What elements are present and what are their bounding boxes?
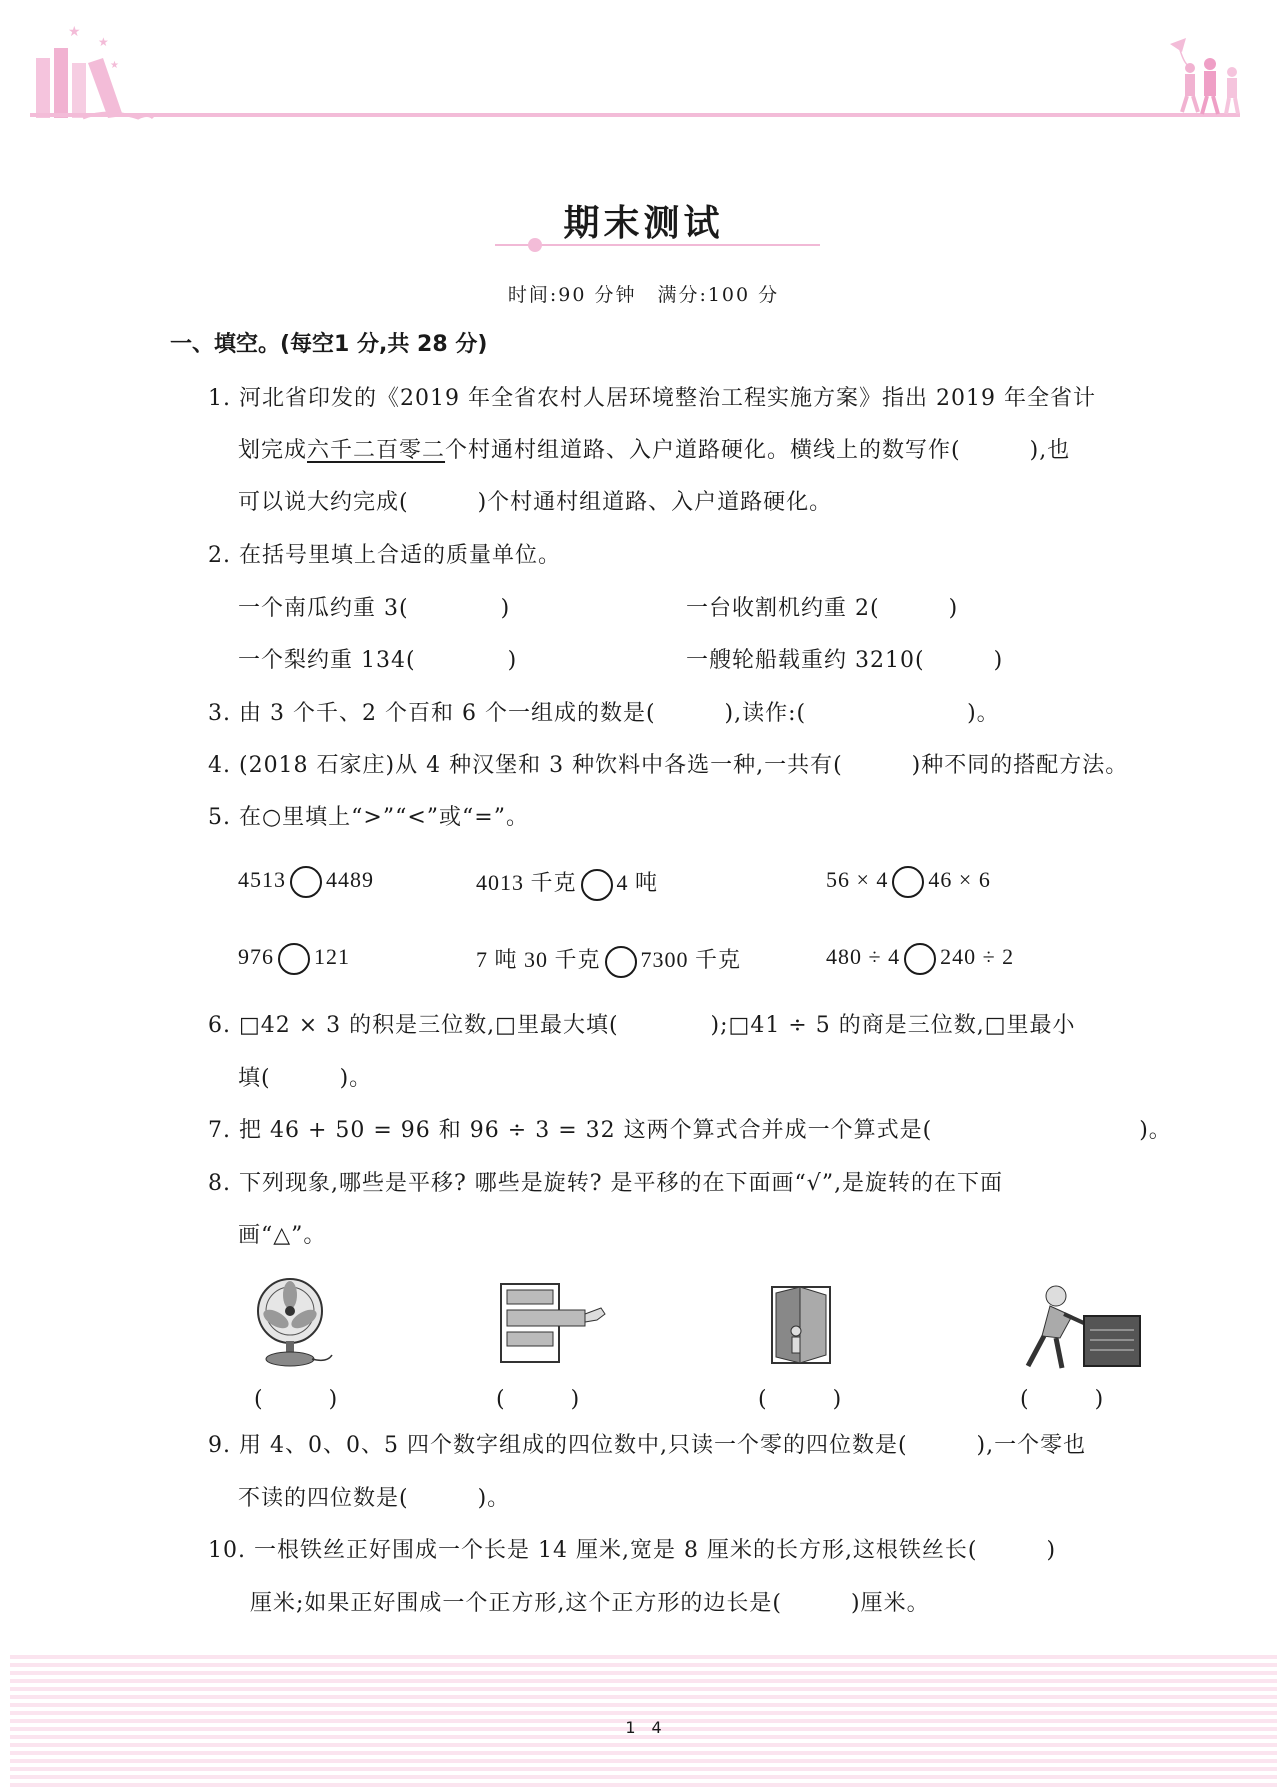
header-decoration-left — [28, 18, 158, 128]
compare-item — [826, 943, 1014, 975]
compare-right: 46 × 6 — [928, 867, 991, 893]
q2-item-a: 一个南瓜约重 3( ) — [238, 596, 511, 621]
q8-line1: 8. 下列现象,哪些是平移? 哪些是旋转? 是平移的在下面画“√”,是旋转的在下面 — [208, 1171, 1004, 1196]
answer-circle[interactable] — [290, 866, 322, 898]
compare-left: 4013 千克 — [476, 870, 577, 895]
q4: 4. (2018 石家庄)从 4 种汉堡和 3 种饮料中各选一种,一共有( )种不同的搭配方法。 — [208, 753, 1129, 778]
title-underline — [495, 244, 820, 246]
pushing-box-icon — [998, 1280, 1146, 1380]
q2-item-c: 一个梨约重 134( ) — [238, 648, 518, 673]
header-line — [30, 113, 1240, 117]
compare-right: 4489 — [326, 867, 374, 893]
exam-info: 时间:90 分钟 满分:100 分 — [507, 284, 780, 306]
answer-paren[interactable]: ( ) — [254, 1387, 338, 1412]
answer-circle[interactable] — [605, 946, 637, 978]
title-dot — [528, 238, 542, 252]
revolving-door-icon — [766, 1283, 836, 1371]
drawer-icon — [497, 1280, 609, 1370]
q10-line1: 10. 一根铁丝正好围成一个长是 14 厘米,宽是 8 厘米的长方形,这根铁丝长( ) — [208, 1538, 1057, 1563]
compare-right: 121 — [314, 944, 350, 970]
q5-stem: 5. 在○里填上“>”“<”或“=”。 — [208, 805, 529, 830]
q1-line2-a: 划完成 — [238, 438, 308, 463]
answer-paren[interactable]: ( ) — [496, 1387, 580, 1412]
q6-line1: 6. □42 × 3 的积是三位数,□里最大填( );□41 ÷ 5 的商是三位数,□里最小 — [208, 1013, 1076, 1038]
q9-line2: 不读的四位数是( )。 — [238, 1486, 511, 1511]
q1-line3: 可以说大约完成( )个村通村组道路、入户道路硬化。 — [238, 490, 833, 515]
q2-item-d: 一艘轮船载重约 3210( ) — [686, 648, 1004, 673]
compare-item — [826, 866, 991, 898]
section-heading: 一、填空。(每空1 分,共 28 分) — [170, 332, 488, 357]
q3: 3. 由 3 个千、2 个百和 6 个一组成的数是( ),读作:( )。 — [208, 701, 1000, 726]
q1-line2 — [238, 433, 1070, 464]
books-stars-icon — [28, 18, 158, 128]
q1-line2-b: 个村通村组道路、入户道路硬化。横线上的数写作( ),也 — [445, 438, 1071, 463]
compare-item — [238, 866, 374, 898]
q2-stem: 2. 在括号里填上合适的质量单位。 — [208, 543, 561, 568]
q10-line2: 厘米;如果正好围成一个正方形,这个正方形的边长是( )厘米。 — [250, 1591, 930, 1616]
q8-line2: 画“△”。 — [238, 1223, 327, 1248]
q2-item-b: 一台收割机约重 2( ) — [686, 596, 959, 621]
answer-circle[interactable] — [581, 869, 613, 901]
compare-right: 7300 千克 — [640, 947, 742, 972]
compare-item — [238, 943, 350, 975]
compare-left: 976 — [238, 944, 274, 970]
svg-text:★: ★ — [68, 24, 81, 40]
q9-line1: 9. 用 4、0、0、5 四个数字组成的四位数中,只读一个零的四位数是( ),一个零也 — [208, 1433, 1087, 1458]
answer-circle[interactable] — [904, 943, 936, 975]
electric-fan-icon — [252, 1275, 338, 1374]
compare-item — [476, 943, 741, 978]
compare-left: 56 × 4 — [826, 867, 889, 893]
page-title: 期末测试 — [563, 202, 724, 244]
compare-right: 4 吨 — [616, 870, 659, 895]
q7: 7. 把 46 + 50 = 96 和 96 ÷ 3 = 32 这两个算式合并成一个算式是( )。 — [208, 1118, 1172, 1143]
compare-item — [476, 866, 658, 901]
compare-left: 7 吨 30 千克 — [476, 947, 601, 972]
compare-left: 4513 — [238, 867, 286, 893]
kite-children-icon — [1150, 36, 1250, 116]
q1-line1: 1. 河北省印发的《2019 年全省农村人居环境整治工程实施方案》指出 2019 年全省计 — [208, 386, 1096, 411]
q1-underlined-number: 六千二百零二 — [307, 438, 446, 463]
svg-text:★: ★ — [98, 35, 109, 49]
page-number: 1 4 — [625, 1718, 662, 1737]
compare-left: 480 ÷ 4 — [826, 944, 901, 970]
header-decoration-right — [1150, 36, 1250, 116]
answer-paren[interactable]: ( ) — [1020, 1387, 1104, 1412]
answer-circle[interactable] — [892, 866, 924, 898]
answer-circle[interactable] — [278, 943, 310, 975]
q6-line2: 填( )。 — [238, 1066, 373, 1091]
svg-text:★: ★ — [110, 60, 119, 71]
compare-right: 240 ÷ 2 — [940, 944, 1015, 970]
answer-paren[interactable]: ( ) — [758, 1387, 842, 1412]
